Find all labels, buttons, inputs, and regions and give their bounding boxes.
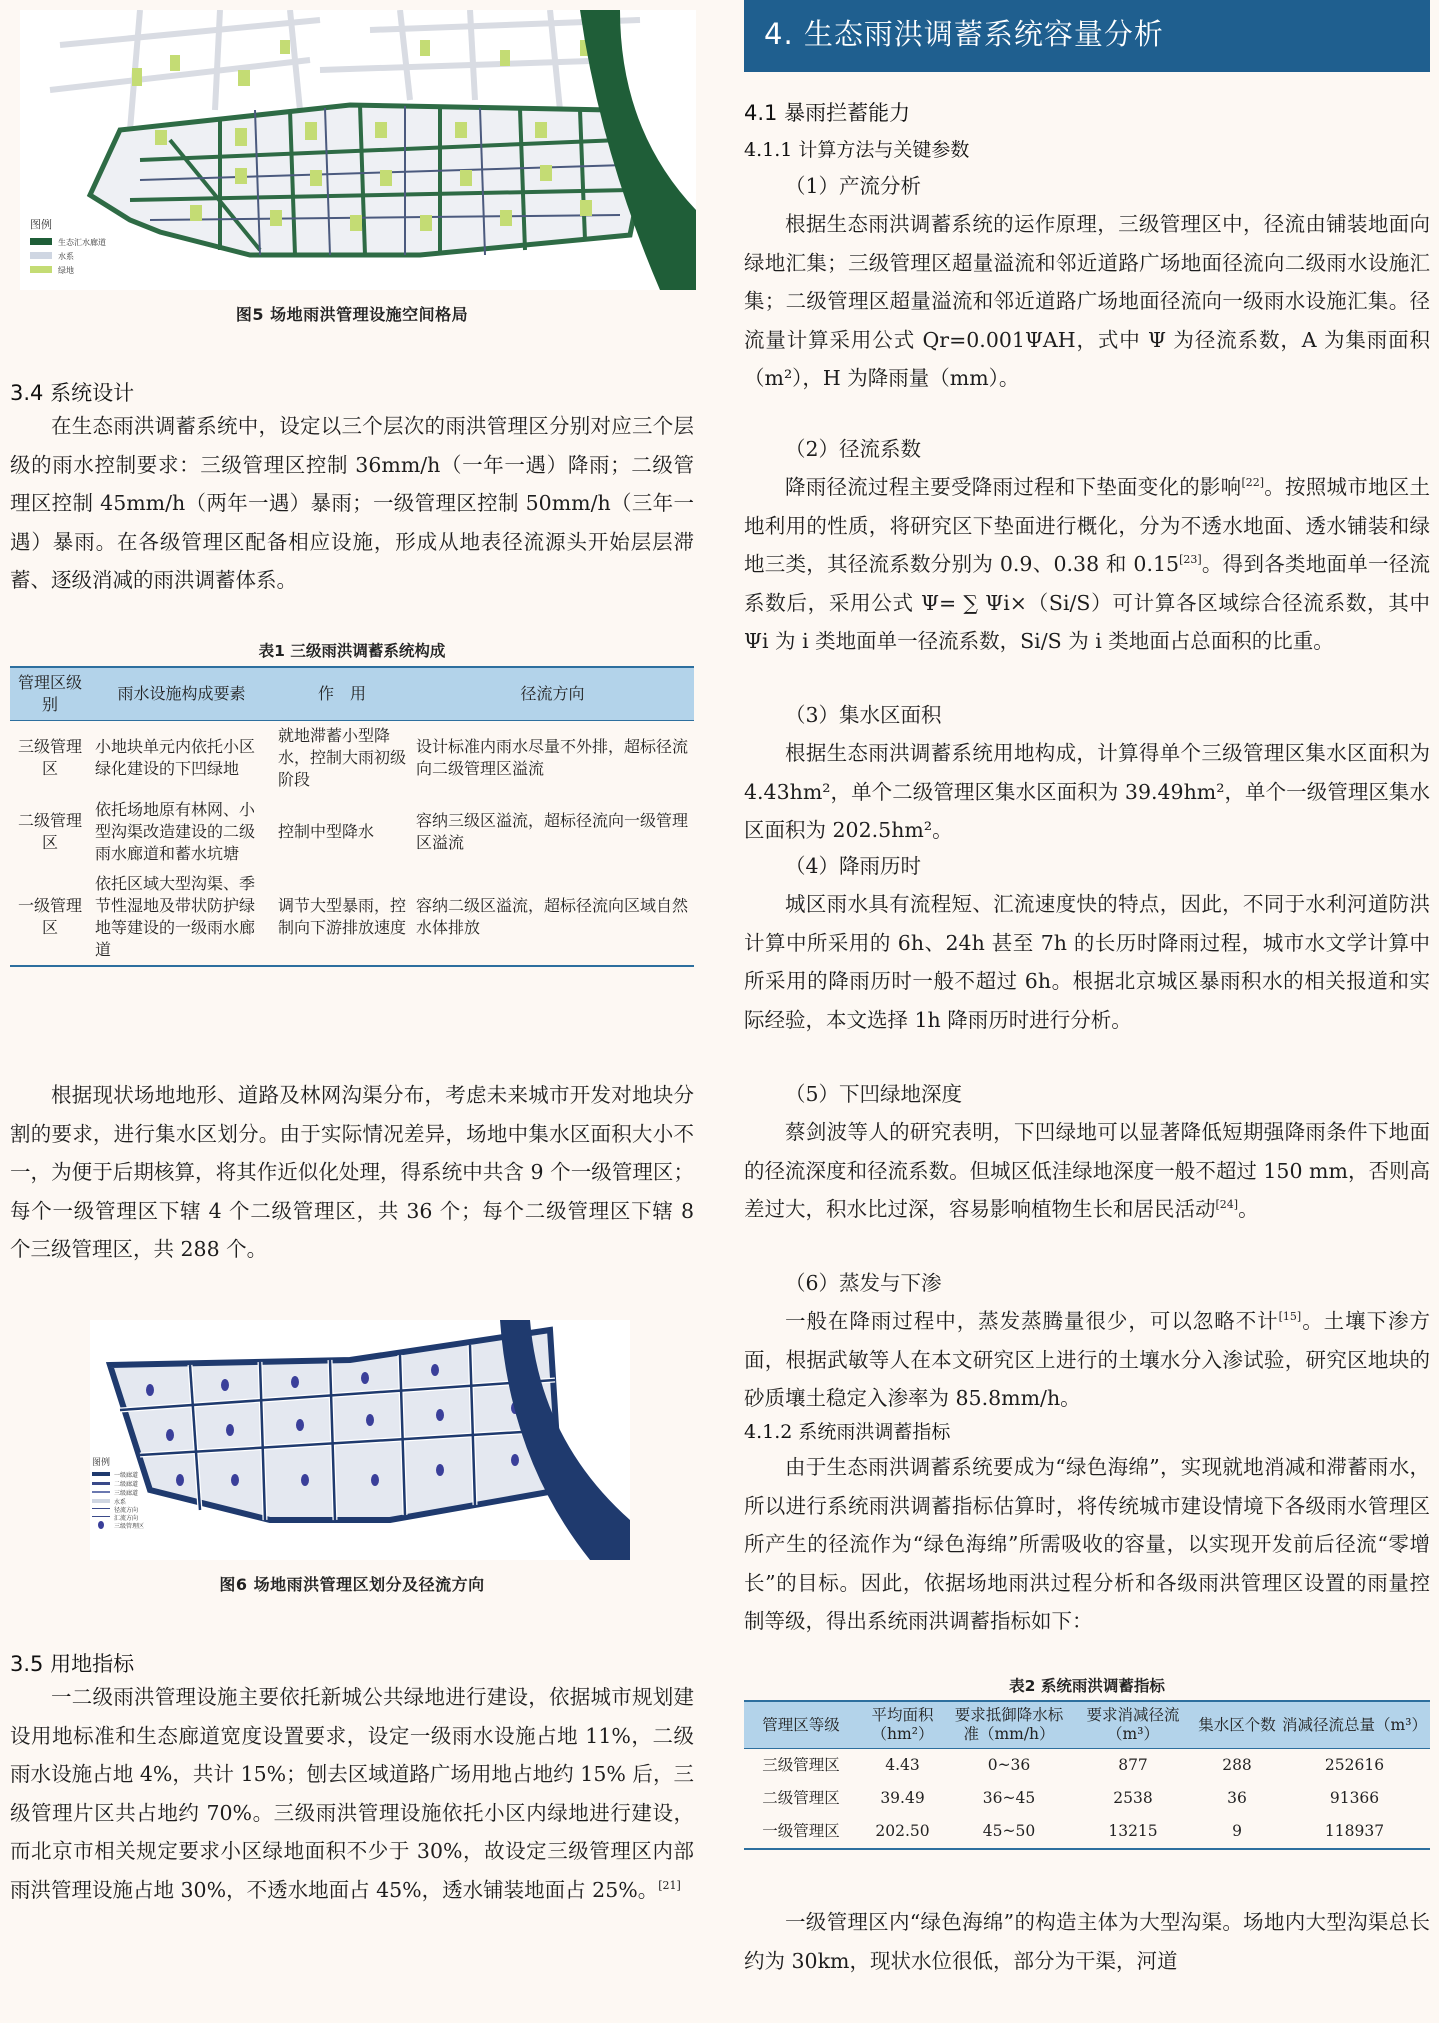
section-4-1-1-heading: 4.1.1 计算方法与关键参数 — [744, 139, 970, 161]
table-2 — [744, 1700, 1430, 1850]
table-2-header: 要求抵御降水标准（mm/h） — [947, 1701, 1071, 1749]
section-3-4-paragraph-2: 根据现状场地地形、道路及林网沟渠分布，考虑未来城市开发对地块分割的要求，进行集水区划分。由于实际情况差异，场地中集水区面积大小不一，为便于后期核算，将其作近似化处理，得系统中共含 9 个一级管理区；每个一级管理区下辖 4 个二级管理区，共 36 个；每个二级管理区下辖 8 个三级管理区，共 288 个。 — [10, 1083, 694, 1261]
paragraph-text: 蔡剑波等人的研究表明，下凹绿地可以显著降低短期强降雨条件下地面的径流深度和径流系数。但城区低洼绿地深度一般不超过 150 mm，否则高差过大，积水比过深，容易影响植物生长和居民活动 — [744, 1120, 1430, 1221]
section-3-5-heading: 3.5 用地指标 — [10, 1652, 135, 1676]
table-cell: 36~45 — [982, 1789, 1036, 1807]
table-2-header: 要求消减径流（m³） — [1071, 1701, 1195, 1749]
paragraph-text: 。土壤下渗方面，根据武敏等人在本文研究区上进行的土壤水分入渗试验，研究区地块的砂质壤土稳定入渗率为 85.8mm/h。 — [744, 1309, 1431, 1410]
table-2-header: 消减径流总量（m³） — [1279, 1701, 1430, 1749]
citation: [15] — [1278, 1310, 1302, 1324]
paragraph-runoff-coefficient — [744, 468, 1430, 661]
fig6-legend-item: 三级廊道 — [114, 1490, 139, 1497]
paragraph-text: 。 — [1238, 1197, 1259, 1221]
section-4-1-heading: 4.1 暴雨拦蓄能力 — [744, 101, 911, 125]
figure-5-map-drawing — [20, 10, 696, 290]
paragraph-storage-index: 由于生态雨洪调蓄系统要成为“绿色海绵”，实现就地消减和滞蓄雨水，所以进行系统雨洪调蓄指标估算时，将传统城市建设情境下各级雨水管理区所产生的径流作为“绿色海绵”所需吸收的容量，以实现开发前后径流“零增长”的目标。因此，依据场地雨洪过程分析和各级雨洪管理区设置的雨量控制等级，得出系统雨洪调蓄指标如下： — [744, 1455, 1430, 1633]
table-cell: 36 — [1227, 1789, 1247, 1807]
figure-5-caption: 图5 场地雨洪管理设施空间格局 — [235, 305, 469, 324]
fig5-legend-title: 图例 — [30, 218, 52, 231]
table-cell: 一级管理区 — [10, 869, 90, 966]
table-cell: 877 — [1118, 1756, 1148, 1774]
table-cell: 就地滞蓄小型降水，控制大雨初级阶段 — [278, 726, 407, 789]
section-3-5-paragraph-1-text: 一二级雨洪管理设施主要依托新城公共绿地进行建设，依据城市规划建设用地标准和生态廊道宽度设置要求，设定一级雨水设施占地 11%，二级雨水设施占地 4%，共计 15%；刨去区域道路广场用地占地约 15% 后，三级管理片区共占地约 70%。三级雨洪管理设施依托小区内绿地进行建设，而北京市相关规定要求小区绿地面积不少于 30%，故设定三级管理区内部雨洪管理设施占地 30%，不透水地面占 45%，透水铺装地面占 25%。 — [10, 1685, 694, 1902]
section-4-banner — [744, 0, 1430, 72]
figure-6-map — [90, 1320, 630, 1560]
paragraph-runoff-production: 根据生态雨洪调蓄系统的运作原理，三级管理区中，径流由铺装地面向绿地汇集；三级管理区超量溢流和邻近道路广场地面径流向二级雨水设施汇集；二级管理区超量溢流和邻近道路广场地面径流向一级雨水设施汇集。径流量计算采用公式 Qr=0.001ΨAH，式中 Ψ 为径流系数，A 为集雨面积（m²），H 为降雨量（mm）。 — [744, 212, 1430, 390]
paragraph-level1-sponge: 一级管理区内“绿色海绵”的构造主体为大型沟渠。场地内大型沟渠总长约为 30km，现状水位很低，部分为干渠，河道 — [744, 1910, 1430, 1973]
paragraph-catchment-area: 根据生态雨洪调蓄系统用地构成，计算得单个三级管理区集水区面积为 4.43hm²，单个二级管理区集水区面积为 39.49hm²，单个一级管理区集水区面积为 202.5hm²。 — [744, 741, 1430, 842]
section-4-1-2-heading: 4.1.2 系统雨洪调蓄指标 — [744, 1421, 951, 1443]
table-cell: 252616 — [1324, 1756, 1385, 1774]
figure-6-map-drawing — [90, 1320, 630, 1560]
paragraph-text: 一般在降雨过程中，蒸发蒸腾量很少，可以忽略不计 — [785, 1309, 1279, 1333]
paragraph-text: 降雨径流过程主要受降雨过程和下垫面变化的影响 — [785, 475, 1242, 499]
section-4-title: 4. 生态雨洪调蓄系统容量分析 — [764, 17, 1164, 51]
subheading-evaporation-infiltration: （6）蒸发与下渗 — [785, 1271, 942, 1295]
citation: [21] — [658, 1878, 681, 1892]
table-1-title: 表1 三级雨洪调蓄系统构成 — [258, 642, 446, 660]
table-2-header: 平均面积（hm²） — [858, 1701, 947, 1749]
table-cell: 202.50 — [858, 1815, 947, 1849]
table-2-title: 表2 系统雨洪调蓄指标 — [1009, 1677, 1165, 1695]
subheading-catchment-area: （3）集水区面积 — [785, 703, 942, 727]
citation: [22] — [1241, 476, 1265, 490]
fig6-legend-item: 水系 — [114, 1499, 127, 1506]
fig5-legend-item: 生态汇水廊道 — [58, 238, 106, 247]
table-cell: 控制中型降水 — [278, 822, 375, 841]
table-cell: 容纳二级区溢流，超标径流向区域自然水体排放 — [411, 869, 694, 966]
paragraph-text: 。按照城市地区土地利用的性质，将研究区下垫面进行概化，分为不透水地面、透水铺装和绿地三类，其径流系数分别为 0.9、0.38 和 0.15 — [744, 475, 1431, 576]
table-2-header: 集水区个数 — [1195, 1701, 1279, 1749]
table-cell: 调节大型暴雨，控制向下游排放速度 — [273, 869, 411, 966]
subheading-runoff-production: （1）产流分析 — [785, 174, 922, 198]
table-cell: 二级管理区 — [17, 811, 82, 852]
table-1-header: 管理区级别 — [10, 667, 90, 721]
table-row — [10, 869, 694, 966]
table-row — [10, 795, 694, 869]
paragraph-sunken-greenland-depth — [744, 1113, 1430, 1229]
table-cell: 依托区域大型沟渠、季节性湿地及带状防护绿地等建设的一级雨水廊道 — [90, 869, 273, 966]
table-row — [744, 1815, 1430, 1849]
fig6-legend-title: 图例 — [92, 1458, 111, 1468]
table-cell: 设计标准内雨水尽量不外排，超标径流向二级管理区溢流 — [416, 737, 689, 778]
table-cell: 容纳三级区溢流，超标径流向一级管理区溢流 — [416, 811, 689, 852]
table-cell: 三级管理区 — [762, 1756, 840, 1774]
subheading-sunken-greenland-depth: （5）下凹绿地深度 — [785, 1082, 963, 1106]
table-cell: 一级管理区 — [744, 1815, 858, 1849]
paragraph-text: 。得到各类地面单一径流系数后，采用公式 Ψ= ∑ Ψi×（Si/S）可计算各区域综合径流系数，其中 Ψi 为 i 类地面单一径流系数，Si/S 为 i 类地面占总面积的比重。 — [744, 552, 1430, 653]
table-cell: 4.43 — [885, 1756, 920, 1774]
section-3-5-paragraph-1 — [10, 1678, 694, 1909]
fig6-legend-item: 二级廊道 — [114, 1481, 139, 1488]
fig6-legend-item: 一级廊道 — [114, 1472, 139, 1479]
paragraph-rainfall-duration: 城区雨水具有流程短、汇流速度快的特点，因此，不同于水利河道防洪计算中所采用的 6h、24h 甚至 7h 的长历时降雨过程，城市水文学计算中所采用的降雨历时一般不超过 6h。根据北京城区暴雨积水的相关报道和实际经验，本文选择 1h 降雨历时进行分析。 — [744, 892, 1430, 1032]
table-cell: 13215 — [1071, 1815, 1195, 1849]
table-2-header: 管理区等级 — [744, 1701, 858, 1749]
table-cell: 9 — [1195, 1815, 1279, 1849]
fig5-legend-item: 绿地 — [58, 266, 74, 275]
table-cell: 45~50 — [947, 1815, 1071, 1849]
table-1-header: 径流方向 — [411, 667, 694, 721]
table-cell: 三级管理区 — [17, 737, 82, 778]
table-cell: 91366 — [1329, 1789, 1380, 1807]
citation: [24] — [1215, 1198, 1239, 1212]
table-row — [744, 1749, 1430, 1783]
table-row — [10, 721, 694, 796]
table-1-header: 雨水设施构成要素 — [90, 667, 273, 721]
paragraph-evaporation-infiltration — [744, 1302, 1430, 1418]
fig6-legend-item: 三级管理区 — [114, 1523, 145, 1530]
table-cell: 小地块单元内依托小区绿化建设的下凹绿地 — [95, 737, 256, 778]
figure-6-caption: 图6 场地雨洪管理区划分及径流方向 — [219, 1575, 485, 1594]
subheading-runoff-coefficient: （2）径流系数 — [785, 437, 922, 461]
section-3-4-paragraph-1: 在生态雨洪调蓄系统中，设定以三个层次的雨洪管理区分别对应三个层级的雨水控制要求：三级管理区控制 36mm/h（一年一遇）降雨；二级管理区控制 45mm/h（两年一遇）暴雨；一级管理区控制 50mm/h（三年一遇）暴雨。在各级管理区配备相应设施，形成从地表径流源头开始层层滞蓄、逐级消减的雨洪调蓄体系。 — [10, 414, 694, 592]
figure-5-map — [20, 10, 696, 290]
table-cell: 二级管理区 — [762, 1789, 840, 1807]
citation: [23] — [1179, 553, 1202, 567]
table-cell: 0~36 — [987, 1756, 1031, 1774]
section-3-4-heading: 3.4 系统设计 — [10, 381, 135, 405]
table-cell: 39.49 — [880, 1789, 925, 1807]
table-1-header: 作 用 — [273, 667, 411, 721]
table-1 — [10, 666, 694, 967]
fig5-legend-item: 水系 — [58, 252, 74, 261]
table-row — [744, 1782, 1430, 1815]
table-cell: 2538 — [1113, 1789, 1153, 1807]
table-cell: 288 — [1222, 1756, 1252, 1774]
fig6-legend-item: 汇流方向 — [114, 1515, 139, 1522]
table-cell: 依托场地原有林网、小型沟渠改造建设的二级雨水廊道和蓄水坑塘 — [95, 800, 256, 863]
subheading-rainfall-duration: （4）降雨历时 — [785, 854, 922, 878]
fig6-legend-item: 径流方向 — [114, 1507, 139, 1514]
table-cell: 118937 — [1279, 1815, 1430, 1849]
